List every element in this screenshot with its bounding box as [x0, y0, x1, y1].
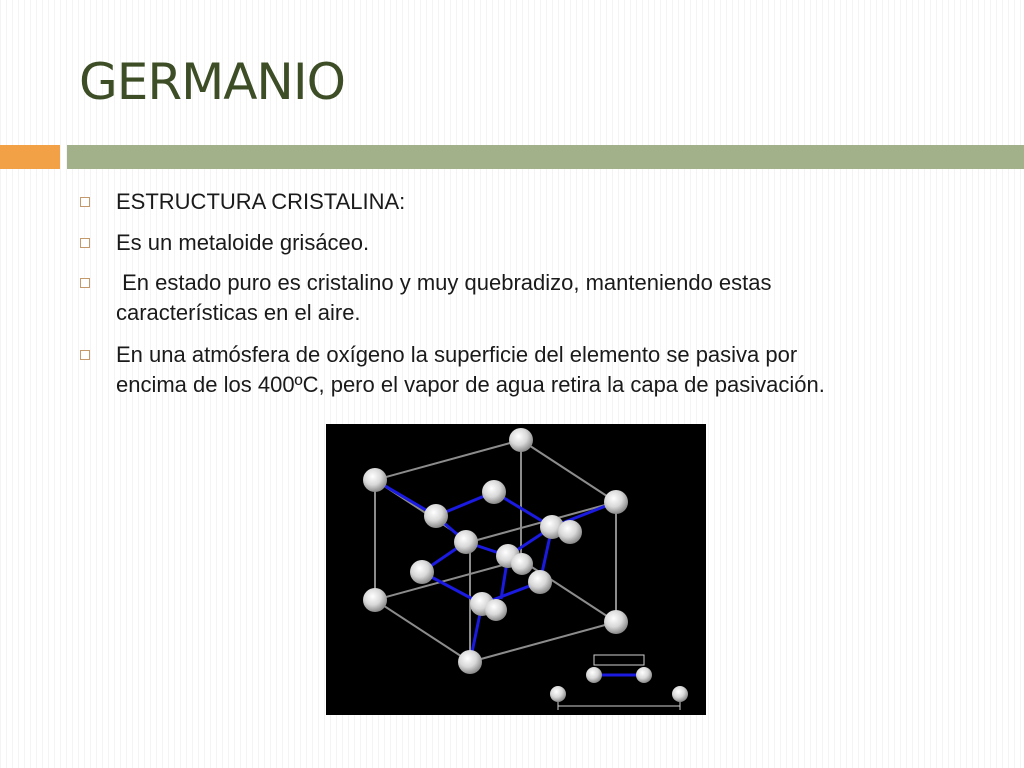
- slide-title: GERMANIO: [79, 53, 345, 111]
- bullet-item: [80, 187, 406, 214]
- accent-bar-green: [67, 145, 1024, 169]
- bullet-item: [80, 340, 825, 397]
- bullet-text: Es un metaloide grisáceo.: [116, 230, 370, 255]
- bullet-square-icon: [80, 238, 90, 248]
- bullet-text: ESTRUCTURA CRISTALINA:: [116, 189, 406, 214]
- accent-bar-orange: [0, 145, 60, 169]
- bullet-item: [80, 228, 370, 255]
- crystal-lattice-icon: [326, 424, 706, 715]
- bullet-text: En estado puro es cristalino y muy quebradizo, manteniendo estas características en el aire.: [116, 270, 772, 325]
- bullet-square-icon: [80, 278, 90, 288]
- bullet-square-icon: [80, 350, 90, 360]
- crystal-lattice-image: [326, 424, 706, 715]
- bullet-item: [80, 268, 772, 325]
- bullet-text: En una atmósfera de oxígeno la superficie del elemento se pasiva por encima de los 400ºC, pero el vapor de agua retira la capa de pasivación.: [116, 342, 825, 397]
- bullet-square-icon: [80, 197, 90, 207]
